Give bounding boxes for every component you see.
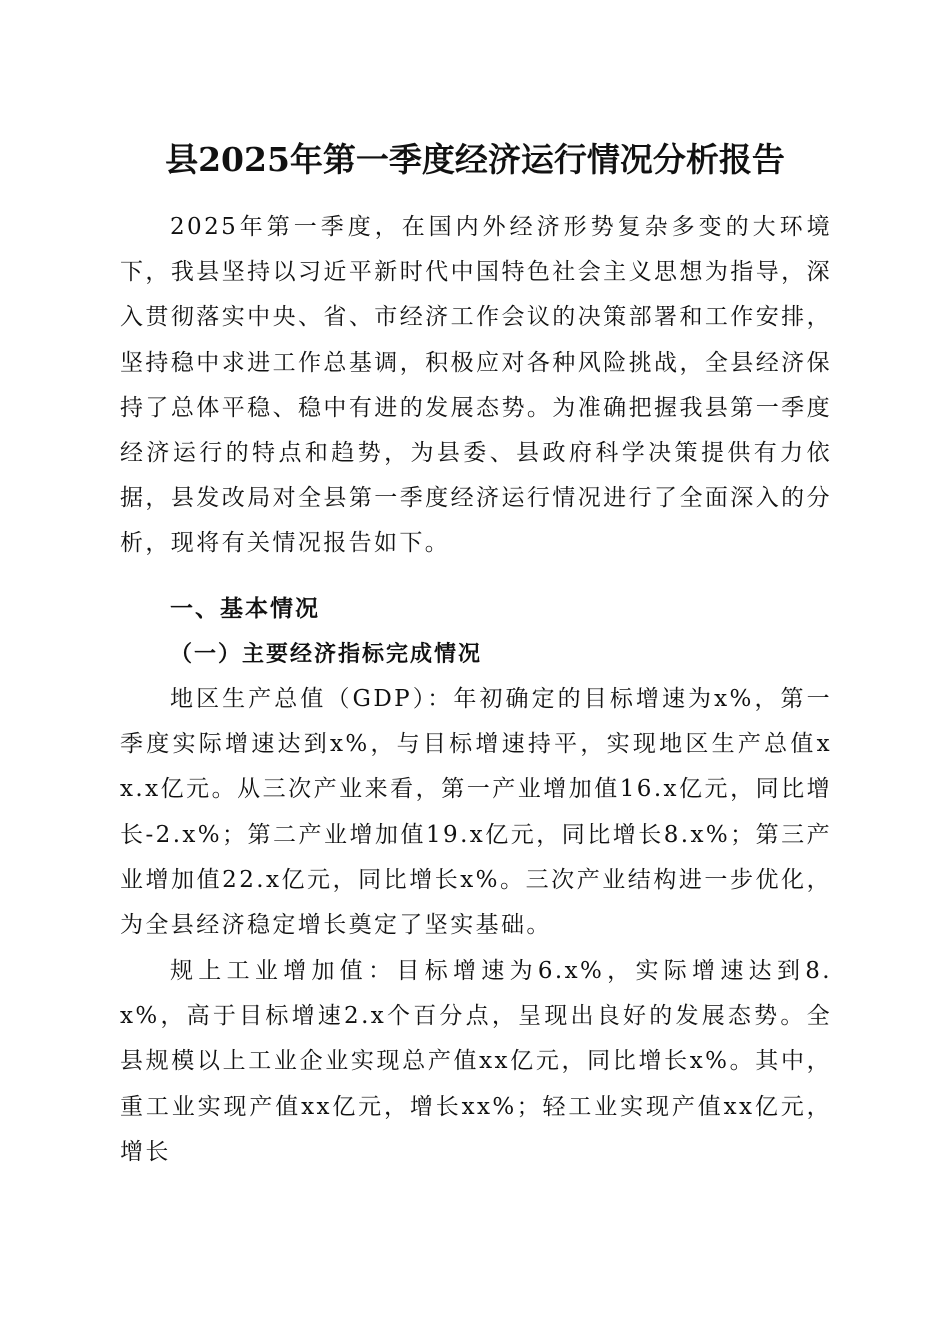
industry-paragraph: 规上工业增加值：目标增速为6.x%，实际增速达到8.x%，高于目标增速2.x个百分点，呈现出良好的发展态势。全县规模以上工业企业实现总产值xx亿元，同比增长x%。其中，重工业实现产值xx亿元，增长xx%；轻工业实现产值xx亿元，增长 <box>120 958 832 1165</box>
gdp-paragraph: 地区生产总值（GDP）：年初确定的目标增速为x%，第一季度实际增速达到x%，与目标增速持平，实现地区生产总值xx.x亿元。从三次产业来看，第一产业增加值16.x亿元，同比增长-2.x%；第二产业增加值19.x亿元，同比增长8.x%；第三产业增加值22.x亿元，同比增长x%。三次产业结构进一步优化，为全县经济稳定增长奠定了坚实基础。 <box>120 686 832 939</box>
subsection-heading-main-indicators: （一）主要经济指标完成情况 <box>170 641 483 667</box>
section-heading-basic-situation: 一、基本情况 <box>170 596 320 622</box>
intro-paragraph: 2025年第一季度，在国内外经济形势复杂多变的大环境下，我县坚持以习近平新时代中国特色社会主义思想为指导，深入贯彻落实中央、省、市经济工作会议的决策部署和工作安排，坚持稳中求进工作总基调，积极应对各种风险挑战，全县经济保持了总体平稳、稳中有进的发展态势。为准确把握我县第一季度经济运行的特点和趋势，为县委、县政府科学决策提供有力依据，县发改局对全县第一季度经济运行情况进行了全面深入的分析，现将有关情况报告如下。 <box>120 214 832 557</box>
document-title: 县2025年第一季度经济运行情况分析报告 <box>165 140 785 179</box>
